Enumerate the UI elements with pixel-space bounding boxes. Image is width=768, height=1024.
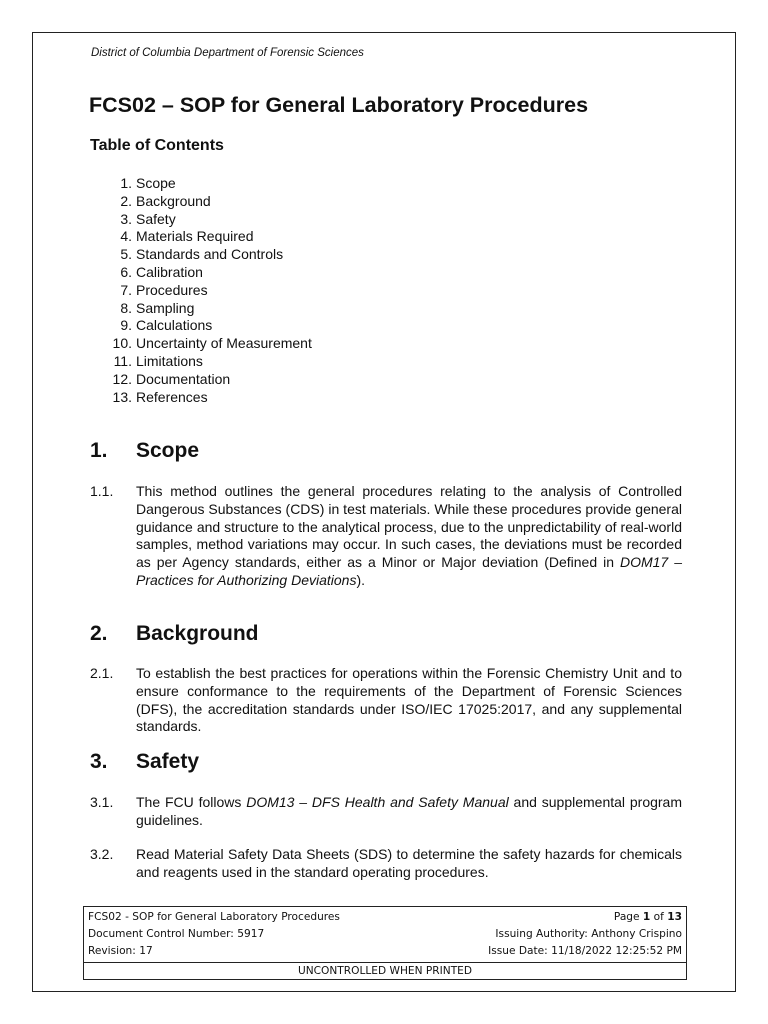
toc-item[interactable] [109,300,429,318]
toc-item-number: 10. [112,335,132,352]
paragraph-2-1 [90,665,682,736]
toc-item-label: Documentation [136,370,231,387]
toc-item-label: Uncertainty of Measurement [136,335,312,352]
paragraph-1-1 [90,483,682,590]
document-title: FCS02 – SOP for General Laboratory Procedures [89,93,589,117]
paragraph-number: 3.2. [90,846,114,862]
paragraph-number: 1.1. [90,483,114,499]
page-label: Page [613,911,643,923]
footer-document-name: FCS02 - SOP for General Laboratory Procedures [88,911,340,923]
page-total: 13 [667,911,682,923]
paragraph-3-1 [90,794,682,830]
toc-item-number: 3. [120,210,132,227]
toc-item-label: Standards and Controls [136,246,284,263]
paragraph-text-part: The FCU follows [136,794,247,810]
toc-item[interactable] [109,353,429,371]
document-reference: DOM17 – Practices for Authorizing Deviations [136,554,682,588]
organization-header: District of Columbia Department of Forensic Sciences [91,47,364,59]
paragraph-number: 2.1. [90,665,114,681]
toc-item[interactable] [109,335,429,353]
section-number: 1. [90,439,108,462]
uncontrolled-notice: UNCONTROLLED WHEN PRINTED [297,965,473,977]
paragraph-text-part: ). [356,571,366,588]
toc-item[interactable] [109,389,429,407]
toc-item-label: Safety [136,210,176,227]
toc-item-label: Calibration [136,263,203,280]
toc-item-label: Scope [136,175,176,191]
toc-item-label: Limitations [136,352,203,369]
toc-heading: Table of Contents [90,137,224,154]
footer-row [88,926,682,943]
toc-item[interactable] [109,246,429,264]
toc-item-number: 2. [120,192,132,209]
toc-item-number: 13. [112,388,132,405]
document-reference: DOM13 – DFS Health and Safety Manual [246,794,509,810]
toc-item-number: 11. [113,352,132,369]
toc-item[interactable] [109,282,429,300]
section-heading-scope [90,439,650,463]
paragraph-text-part: and supplemental program guidelines. [136,794,683,828]
toc-item[interactable] [109,317,429,335]
paragraph-text [136,794,682,830]
paragraph-text-part: This method outlines the general procedures relating to the analysis of Controlled Dangerous Substances (CDS) in test materials. While these procedures provide general guidance and structure to the analytical process, due to the unpredictability of real-world samples, method variations may occur. In such cases, the deviations must be recorded as per Agency standards, either as a Minor or Major deviation (Defined in [136,483,682,571]
toc-item[interactable] [109,193,429,211]
toc-item-label: Background [136,192,211,209]
footer-revision: Revision: 17 [88,945,153,957]
section-heading-safety [90,750,650,774]
toc-item-label: References [136,388,208,405]
toc-item-label: Materials Required [136,228,254,245]
toc-item-number: 9. [120,317,132,334]
footer-issue-date: Issue Date: 11/18/2022 12:25:52 PM [488,945,682,957]
table-of-contents [109,175,429,406]
footer-page-number [614,909,682,926]
toc-item[interactable] [109,264,429,282]
toc-item-number: 4. [120,228,132,245]
paragraph-text [136,483,682,590]
section-number: 3. [90,750,108,773]
toc-item-number: 5. [120,246,132,263]
toc-item-label: Calculations [136,317,213,334]
toc-item[interactable] [109,228,429,246]
footer-row [88,943,682,960]
toc-item-number: 8. [120,299,132,316]
document-page [32,32,736,992]
toc-item-number: 12. [112,370,132,387]
footer-info [84,907,686,963]
footer-control-number: Document Control Number: 5917 [88,928,265,940]
document-footer [83,906,687,980]
toc-item-number: 6. [120,263,132,280]
page-of-label: of [650,911,668,923]
section-title: Safety [136,750,200,773]
section-heading-background [90,622,650,646]
toc-item[interactable] [109,211,429,229]
toc-item-label: Procedures [136,281,208,298]
toc-item[interactable] [109,175,429,193]
footer-issuing-authority: Issuing Authority: Anthony Crispino [495,928,682,940]
paragraph-text: Read Material Safety Data Sheets (SDS) to determine the safety hazards for chemicals and reagents used in the standard operating procedures. [136,846,682,880]
paragraph-3-2 [90,846,682,882]
paragraph-text: To establish the best practices for operations within the Forensic Chemistry Unit and to ensure conformance to the requirements of the Department of Forensic Sciences (DFS), the accreditation standards under ISO/IEC 17025:2017, and any supplemental standards. [136,665,682,735]
toc-item-label: Sampling [136,299,195,316]
toc-item-number: 1. [120,175,132,191]
footer-row [88,909,682,926]
page-current: 1 [642,911,651,923]
section-title: Scope [136,439,200,462]
toc-item[interactable] [109,371,429,389]
paragraph-number: 3.1. [90,794,114,810]
toc-item-number: 7. [120,281,132,298]
section-number: 2. [90,622,108,645]
section-title: Background [136,622,259,645]
